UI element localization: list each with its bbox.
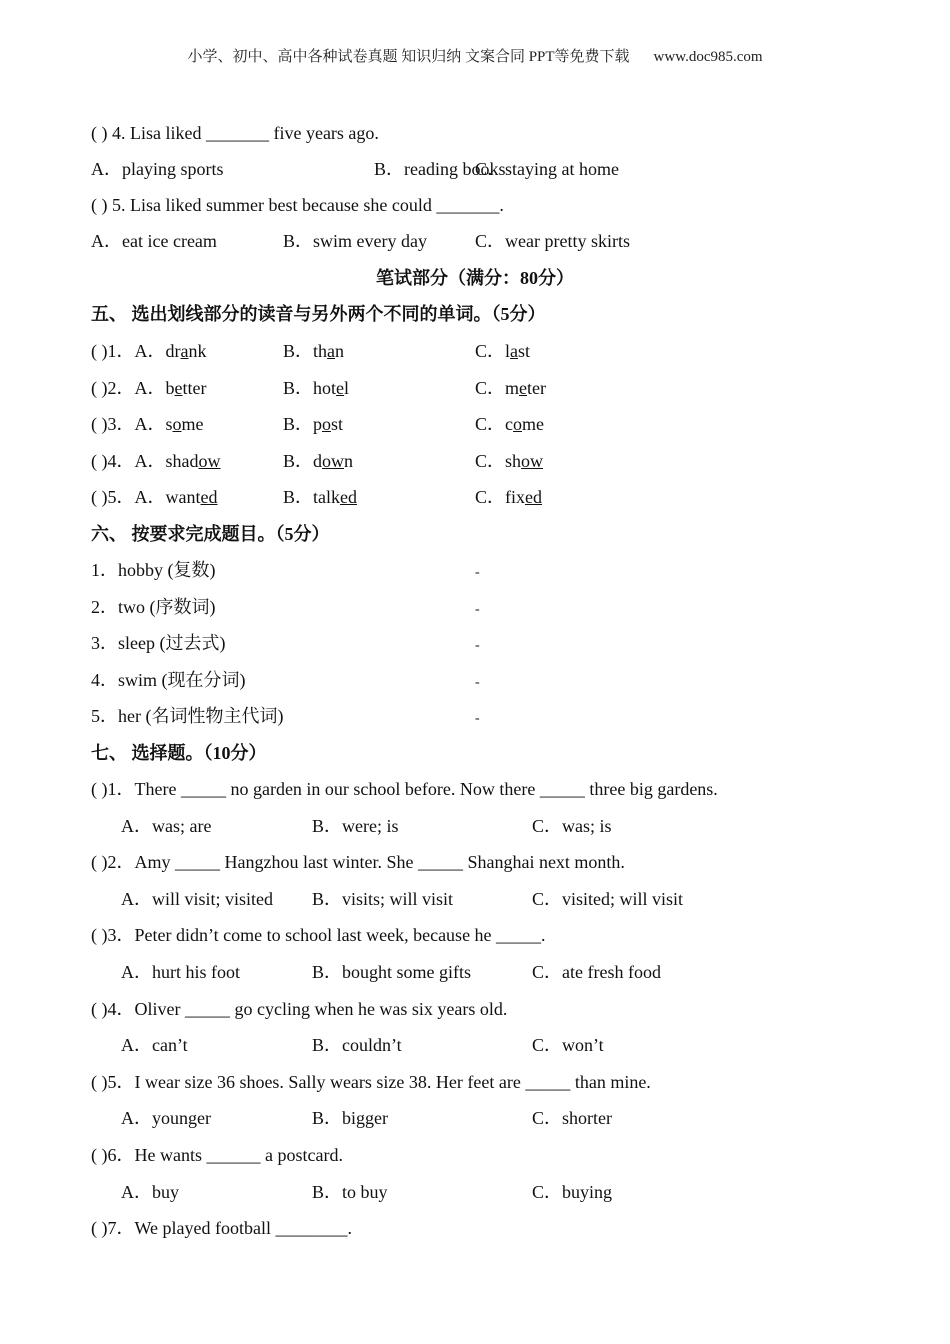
phonics-word-c: last <box>505 341 531 361</box>
option-a: A．will visit; visited <box>121 888 274 909</box>
option-b: B．reading books <box>374 159 506 179</box>
choice-question-stem: ( )3．Peter didn’t come to school last week, because he _____. <box>91 925 546 946</box>
option-b: B．to buy <box>312 1181 388 1202</box>
option-c: C．won’t <box>532 1035 604 1056</box>
option-a: A．was; are <box>121 815 212 836</box>
choice-question-stem: ( )7．We played football ________. <box>91 1218 352 1239</box>
phonics-word-c: meter <box>505 377 547 398</box>
option-c: C．wear pretty skirts <box>475 231 630 251</box>
phonics-word-a: wanted <box>165 487 218 507</box>
phonics-option-c: C．last <box>475 341 531 361</box>
option-c: C．ate fresh food <box>532 962 661 982</box>
listening-q5-stem: ( ) 5. Lisa liked summer best because she could _______. <box>91 195 504 215</box>
answer-blank[interactable]: - <box>475 711 480 726</box>
phonics-option-c: C．meter <box>475 377 547 398</box>
answer-blank[interactable]: - <box>475 601 480 617</box>
option-b: B．were; is <box>312 815 399 836</box>
answer-blank[interactable]: - <box>475 565 480 580</box>
phonics-row <box>91 486 543 508</box>
phonics-row <box>91 377 547 399</box>
section-7-title: 七、 选择题。（10分） <box>91 743 267 763</box>
choice-question-stem: ( )1．There _____ no garden in our school before. Now there _____ three big gardens. <box>91 779 718 799</box>
option-c: C．visited; will visit <box>532 888 684 909</box>
option-c: C．shorter <box>532 1108 612 1129</box>
phonics-word-a: better <box>165 377 207 398</box>
phonics-option-c: C．come <box>475 414 545 434</box>
option-b: B．bigger <box>312 1108 388 1129</box>
written-part-title: 笔试部分（满分：80分） <box>376 268 574 288</box>
answer-blank[interactable]: - <box>475 638 480 653</box>
choice-question-stem: ( )5．I wear size 36 shoes. Sally wears size 38. Her feet are _____ than mine. <box>91 1071 651 1092</box>
phonics-word-b: down <box>313 450 354 471</box>
header-text: 小学、初中、高中各种试卷真题 知识归纳 文案合同 PPT等免费下载 <box>187 49 630 65</box>
option-a: A．buy <box>121 1181 179 1202</box>
phonics-row <box>91 340 531 362</box>
transform-item: 3．sleep (过去式) <box>91 633 226 653</box>
phonics-number: ( )5．A． <box>91 487 166 507</box>
phonics-number: ( )2．A． <box>91 377 166 398</box>
phonics-option-c: C．fixed <box>475 487 543 507</box>
option-a: A．younger <box>121 1108 211 1129</box>
phonics-option-b: B．hotel <box>283 377 350 398</box>
option-b: B．couldn’t <box>312 1035 402 1056</box>
phonics-word-a: shadow <box>165 450 221 471</box>
phonics-word-b: talked <box>313 487 358 507</box>
answer-blank[interactable]: - <box>475 674 480 690</box>
header-url: www.doc985.com <box>653 49 763 65</box>
transform-item: 2．two (序数词) <box>91 596 216 617</box>
choice-question-stem: ( )4．Oliver _____ go cycling when he was six years old. <box>91 998 508 1019</box>
listening-q4-stem: ( ) 4. Lisa liked _______ five years ago. <box>91 123 379 143</box>
phonics-word-a: some <box>165 414 204 434</box>
transform-item: 5．her (名词性物主代词) <box>91 706 284 726</box>
phonics-word-c: fixed <box>505 487 543 507</box>
option-a: A．hurt his foot <box>121 962 240 982</box>
phonics-option-b: B．talked <box>283 487 358 507</box>
phonics-row <box>91 413 545 435</box>
phonics-option-c: C．show <box>475 450 544 471</box>
phonics-option-b: B．than <box>283 341 345 361</box>
transform-item: 4．swim (现在分词) <box>91 669 246 690</box>
page-header <box>0 45 950 66</box>
option-c: C．staying at home <box>475 159 619 179</box>
option-a: A．playing sports <box>91 159 224 179</box>
option-a: A．eat ice cream <box>91 231 217 251</box>
phonics-row <box>91 450 544 472</box>
choice-question-stem: ( )6．He wants ______ a postcard. <box>91 1145 343 1165</box>
transform-item: 1．hobby (复数) <box>91 560 216 580</box>
phonics-word-c: show <box>505 450 544 471</box>
phonics-word-b: than <box>313 341 345 361</box>
choice-question-stem: ( )2．Amy _____ Hangzhou last winter. She _____ Shanghai next month. <box>91 852 625 873</box>
option-b: B．bought some gifts <box>312 962 472 982</box>
section-5-title: 五、 选出划线部分的读音与另外两个不同的单词。（5分） <box>91 304 546 324</box>
section-6-title: 六、 按要求完成题目。（5分） <box>91 524 330 544</box>
listening-q4-options <box>91 158 619 180</box>
phonics-number: ( )3．A． <box>91 414 166 434</box>
option-b: B．swim every day <box>283 231 427 251</box>
phonics-option-b: B．post <box>283 414 344 434</box>
option-c: C．buying <box>532 1181 613 1202</box>
listening-q5-options <box>91 230 630 252</box>
option-a: A．can’t <box>121 1035 188 1056</box>
phonics-option-b: B．down <box>283 450 354 471</box>
phonics-word-a: drank <box>165 341 207 361</box>
phonics-word-c: come <box>505 414 545 434</box>
option-c: C．was; is <box>532 815 612 836</box>
phonics-number: ( )1．A． <box>91 341 166 361</box>
option-b: B．visits; will visit <box>312 888 454 909</box>
phonics-word-b: post <box>313 414 344 434</box>
phonics-number: ( )4．A． <box>91 450 166 471</box>
phonics-word-b: hotel <box>313 377 350 398</box>
